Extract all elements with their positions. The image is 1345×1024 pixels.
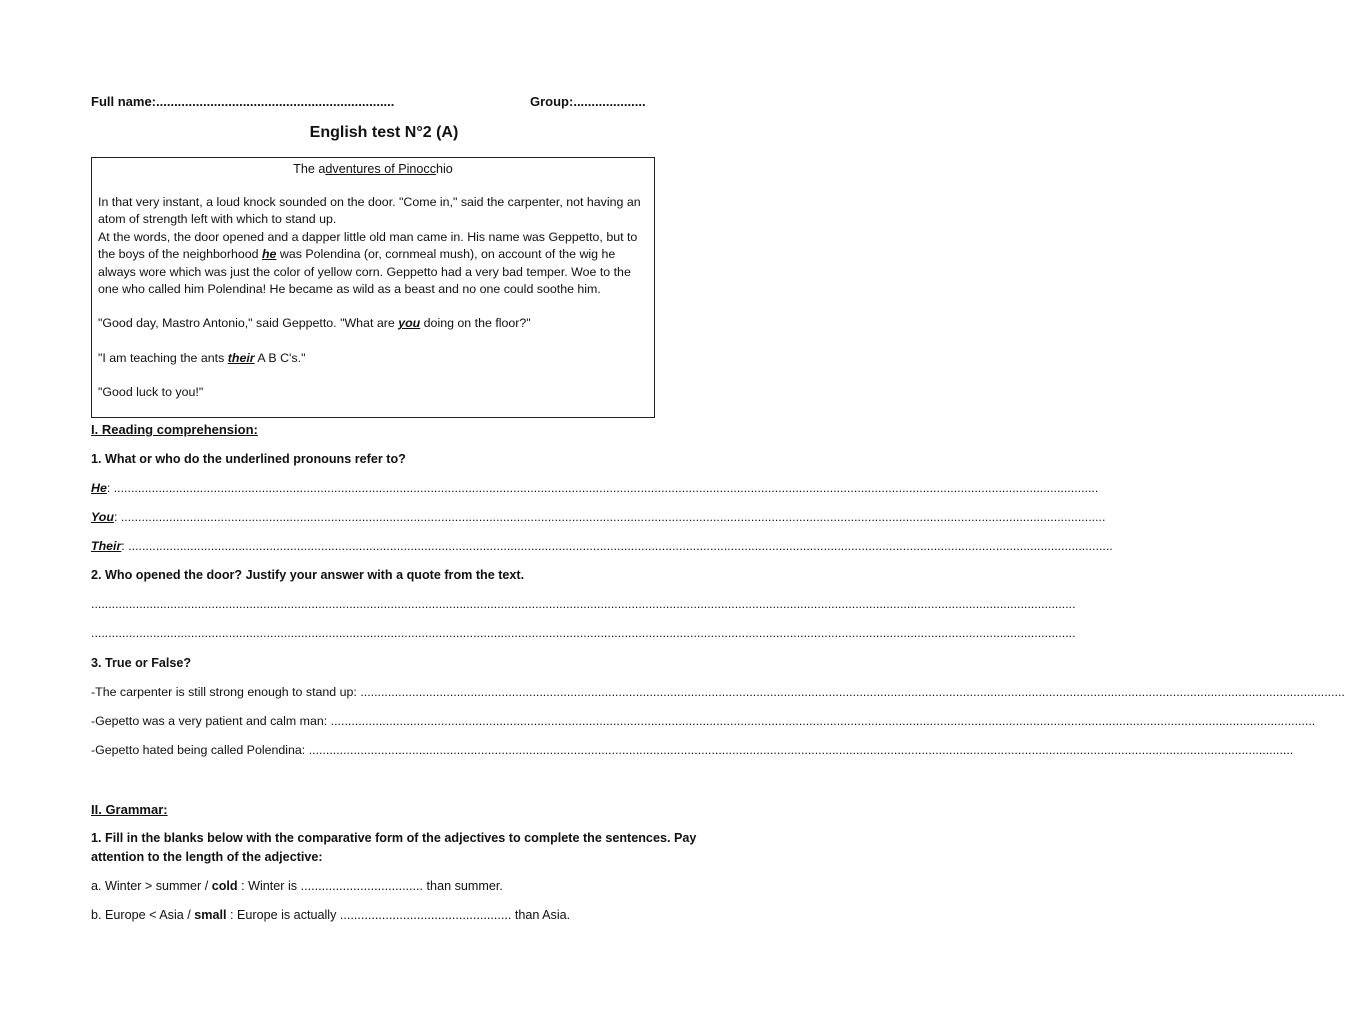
- passage-title: The adventures of Pinocchio: [293, 162, 453, 176]
- label-he: He: [91, 481, 107, 495]
- blank-dots: ..............................................................................................................................................................................................................................................................................................: [330, 714, 1316, 728]
- group-label: Group:: [530, 94, 574, 109]
- answer-line-you[interactable]: You: ..............................................................................................................................................................................................................................................................................................: [91, 510, 1106, 524]
- answer-line-q2-1[interactable]: [91, 597, 1076, 611]
- passage-paragraph-4: "I am teaching the ants their A B C's.": [98, 351, 306, 365]
- blank-dots: .................................................: [339, 908, 512, 922]
- answer-line-q2-2[interactable]: [91, 626, 1076, 640]
- section-reading-heading: I. Reading comprehension:: [91, 422, 258, 437]
- passage-paragraph-5: "Good luck to you!": [98, 385, 204, 399]
- full-name-field[interactable]: [91, 94, 394, 109]
- label-you: You: [91, 510, 114, 524]
- blank-dots: ..............................................................................................................................................................................................................................................................................................: [120, 510, 1106, 524]
- adjective-cold: cold: [211, 879, 238, 893]
- true-false-3[interactable]: -Gepetto hated being called Polendina: ..............................................................................................................................................................................................................................................................................................: [91, 743, 1294, 757]
- group-blank: ....................: [573, 94, 646, 109]
- grammar-item-b[interactable]: b. Europe < Asia / small : Europe is actually ................................................. than Asia.: [91, 908, 571, 922]
- pronoun-you: you: [398, 316, 421, 330]
- blank-dots: ..............................................................................................................................................................................................................................................................................................: [91, 626, 1076, 640]
- answer-line-their[interactable]: Their: ..............................................................................................................................................................................................................................................................................................: [91, 539, 1113, 553]
- blank-dots: ..............................................................................................................................................................................................................................................................................................: [128, 539, 1113, 553]
- full-name-blank: ..................................................................: [156, 94, 395, 109]
- question-3: 3. True or False?: [91, 656, 192, 670]
- passage-paragraph-2: At the words, the door opened and a dapper little old man came in. His name was Geppetto, but to the boys of the neighborhood he was Polendina (or, cornmeal mush), on account of the wig he always wore which was just the color of yellow corn. Geppetto had a very bad temper. Woe to the one who called him Polendina! He became as wild as a beast and no one could soothe him.: [98, 230, 638, 296]
- answer-line-he[interactable]: He: ..............................................................................................................................................................................................................................................................................................: [91, 481, 1099, 495]
- grammar-item-a[interactable]: a. Winter > summer / cold : Winter is ................................... than summer.: [91, 879, 503, 893]
- passage-paragraph-3: "Good day, Mastro Antonio," said Geppetto. "What are you doing on the floor?": [98, 316, 531, 330]
- pronoun-he: he: [261, 247, 277, 262]
- blank-dots: ..............................................................................................................................................................................................................................................................................................: [308, 743, 1294, 757]
- reading-passage-box: [91, 157, 655, 418]
- label-their: Their: [91, 539, 122, 553]
- passage-paragraph-1: In that very instant, a loud knock sounded on the door. "Come in," said the carpenter, not having an atom of strength left with which to stand up.: [98, 195, 641, 227]
- question-2: 2. Who opened the door? Justify your answer with a quote from the text.: [91, 568, 525, 582]
- adjective-small: small: [194, 908, 227, 922]
- grammar-question-1-line-2: attention to the length of the adjective:: [91, 850, 323, 864]
- blank-dots: ...................................: [300, 879, 424, 893]
- question-1: 1. What or who do the underlined pronouns refer to?: [91, 452, 406, 466]
- section-grammar-heading: II. Grammar:: [91, 802, 168, 817]
- group-field[interactable]: [530, 94, 646, 109]
- true-false-2[interactable]: -Gepetto was a very patient and calm man: ..............................................................................................................................................................................................................................................................................................: [91, 714, 1316, 728]
- blank-dots: ..............................................................................................................................................................................................................................................................................................: [360, 685, 1345, 699]
- grammar-question-1-line-1: 1. Fill in the blanks below with the comparative form of the adjectives to complete the sentences. Pay: [91, 831, 697, 845]
- full-name-label: Full name:: [91, 94, 157, 109]
- blank-dots: ..............................................................................................................................................................................................................................................................................................: [91, 597, 1076, 611]
- test-title: English test N°2 (A): [309, 124, 459, 141]
- blank-dots: ..............................................................................................................................................................................................................................................................................................: [113, 481, 1099, 495]
- true-false-1[interactable]: -The carpenter is still strong enough to stand up: ..............................................................................................................................................................................................................................................................................................: [91, 685, 1345, 699]
- pronoun-their: their: [227, 351, 255, 365]
